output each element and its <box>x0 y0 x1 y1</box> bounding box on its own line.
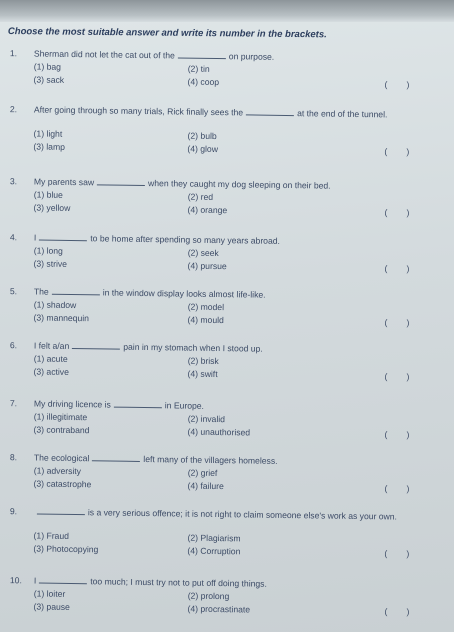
question-text-after: on purpose. <box>228 51 275 62</box>
question-number: 10. <box>9 575 22 586</box>
question-number: 6. <box>9 340 18 351</box>
option-1: (1) Fraud <box>33 530 70 541</box>
question-item <box>0 506 454 572</box>
bracket-open: ( <box>384 207 388 218</box>
option-1: (1) loiter <box>33 588 66 599</box>
answer-blank[interactable] <box>72 341 120 350</box>
bracket-open: ( <box>384 606 388 617</box>
question-number: 3. <box>9 176 18 187</box>
question-text-after: in Europe. <box>164 400 205 411</box>
question-number: 5. <box>9 286 18 297</box>
bracket-open: ( <box>384 429 388 440</box>
bracket-close: ) <box>406 548 410 559</box>
option-4: (4) Corruption <box>187 545 241 557</box>
question-text-after: to be home after spending so many years abroad. <box>90 233 281 246</box>
question-item <box>0 340 454 409</box>
option-3: (3) active <box>33 366 69 377</box>
option-2: (2) red <box>187 191 214 202</box>
option-2: (2) invalid <box>187 413 226 425</box>
bracket-close: ) <box>406 483 410 494</box>
option-1: (1) light <box>33 128 63 139</box>
question-text-before: The <box>33 286 49 297</box>
instruction-text: Choose the most suitable answer and write its number in the brackets. <box>7 26 327 41</box>
question-text-before: The ecological <box>33 452 90 464</box>
question-stem <box>34 48 434 65</box>
answer-blank[interactable] <box>92 453 140 462</box>
question-text-after: in the window display looks almost life-like. <box>102 287 266 300</box>
option-2: (2) model <box>187 301 225 313</box>
option-2: (2) tin <box>187 63 210 74</box>
bracket-close: ) <box>406 371 410 382</box>
question-number: 4. <box>9 232 18 243</box>
option-4: (4) mould <box>187 314 224 326</box>
option-4: (4) orange <box>187 204 228 216</box>
question-text-before: I <box>33 575 37 586</box>
bracket-open: ( <box>384 146 388 157</box>
option-1: (1) bag <box>33 61 62 72</box>
option-3: (3) pause <box>33 601 70 612</box>
answer-bracket[interactable] <box>384 606 409 616</box>
answer-bracket[interactable] <box>384 429 409 439</box>
answer-bracket[interactable] <box>384 207 409 217</box>
answer-bracket[interactable] <box>384 548 409 558</box>
question-number: 7. <box>9 398 18 409</box>
bracket-open: ( <box>384 483 388 494</box>
option-3: (3) contraband <box>33 424 90 436</box>
option-1: (1) shadow <box>33 299 77 311</box>
option-3: (3) catastrophe <box>33 478 92 490</box>
answer-bracket[interactable] <box>384 263 409 273</box>
option-2: (2) grief <box>187 467 218 479</box>
option-4: (4) glow <box>187 143 219 155</box>
option-4: (4) swift <box>187 368 218 380</box>
option-3: (3) mannequin <box>33 312 90 324</box>
answer-blank[interactable] <box>114 400 162 409</box>
bracket-close: ) <box>406 317 410 328</box>
answer-bracket[interactable] <box>384 79 409 89</box>
option-4: (4) pursue <box>187 260 227 272</box>
answer-blank[interactable] <box>37 507 85 516</box>
question-stem <box>34 575 434 592</box>
bracket-open: ( <box>384 548 388 559</box>
option-2: (2) bulb <box>187 130 217 142</box>
bracket-close: ) <box>406 606 410 617</box>
option-3: (3) sack <box>33 74 65 85</box>
question-text-after: pain in my stomach when I stood up. <box>123 341 263 354</box>
question-item <box>0 575 454 632</box>
answer-bracket[interactable] <box>384 146 409 156</box>
question-text-before: After going through so many trials, Rick finally sees the <box>33 104 244 118</box>
option-3: (3) strive <box>33 258 68 269</box>
option-1: (1) adversity <box>33 465 82 477</box>
question-text-before: I felt a/an <box>33 340 70 351</box>
option-4: (4) coop <box>187 76 220 88</box>
answer-bracket[interactable] <box>384 317 409 327</box>
question-text-before: Sherman did not let the cat out of the <box>33 48 175 61</box>
option-4: (4) procrastinate <box>187 603 251 615</box>
option-2: (2) Plagiarism <box>187 532 241 544</box>
question-number: 8. <box>9 452 18 463</box>
question-text-before: My parents saw <box>33 176 95 188</box>
option-2: (2) seek <box>187 247 219 259</box>
question-text-after: left many of the villagers homeless. <box>143 454 278 466</box>
question-stem <box>34 176 434 193</box>
bracket-open: ( <box>384 79 388 90</box>
option-1: (1) blue <box>33 189 63 200</box>
question-number: 2. <box>9 104 18 115</box>
option-2: (2) brisk <box>187 355 219 367</box>
answer-blank[interactable] <box>39 233 87 242</box>
page-top-edge <box>0 0 454 22</box>
answer-bracket[interactable] <box>384 371 409 381</box>
question-number: 1. <box>9 48 18 59</box>
option-1: (1) illegitimate <box>33 411 88 423</box>
bracket-close: ) <box>406 263 410 274</box>
question-text-after: when they caught my dog sleeping on their bed. <box>148 178 331 191</box>
option-3: (3) Photocopying <box>33 543 99 555</box>
bracket-open: ( <box>384 263 388 274</box>
bracket-open: ( <box>384 371 388 382</box>
option-4: (4) failure <box>187 480 224 492</box>
option-2: (2) prolong <box>187 590 230 602</box>
answer-blank[interactable] <box>246 107 294 116</box>
question-number: 9. <box>9 506 18 517</box>
question-item <box>0 104 454 170</box>
option-1: (1) acute <box>33 353 68 364</box>
option-1: (1) long <box>33 245 63 256</box>
answer-blank[interactable] <box>97 177 145 186</box>
question-text-after: at the end of the tunnel. <box>297 108 388 120</box>
option-3: (3) yellow <box>33 202 71 213</box>
option-4: (4) unauthorised <box>187 426 251 438</box>
bracket-close: ) <box>406 429 410 440</box>
answer-bracket[interactable] <box>384 483 409 493</box>
question-text-after: is a very serious offence; it is not right to claim someone else's work as your own. <box>87 507 398 522</box>
bracket-open: ( <box>384 317 388 328</box>
option-3: (3) lamp <box>33 141 66 152</box>
question-text-before: I <box>33 232 37 243</box>
answer-blank[interactable] <box>52 287 100 296</box>
bracket-close: ) <box>406 79 410 90</box>
answer-blank[interactable] <box>178 50 226 59</box>
bracket-close: ) <box>406 207 410 218</box>
question-text-after: too much; I must try not to put off doing things. <box>90 576 267 589</box>
bracket-close: ) <box>406 146 410 157</box>
answer-blank[interactable] <box>39 576 87 585</box>
question-text-before: My driving licence is <box>33 398 111 410</box>
